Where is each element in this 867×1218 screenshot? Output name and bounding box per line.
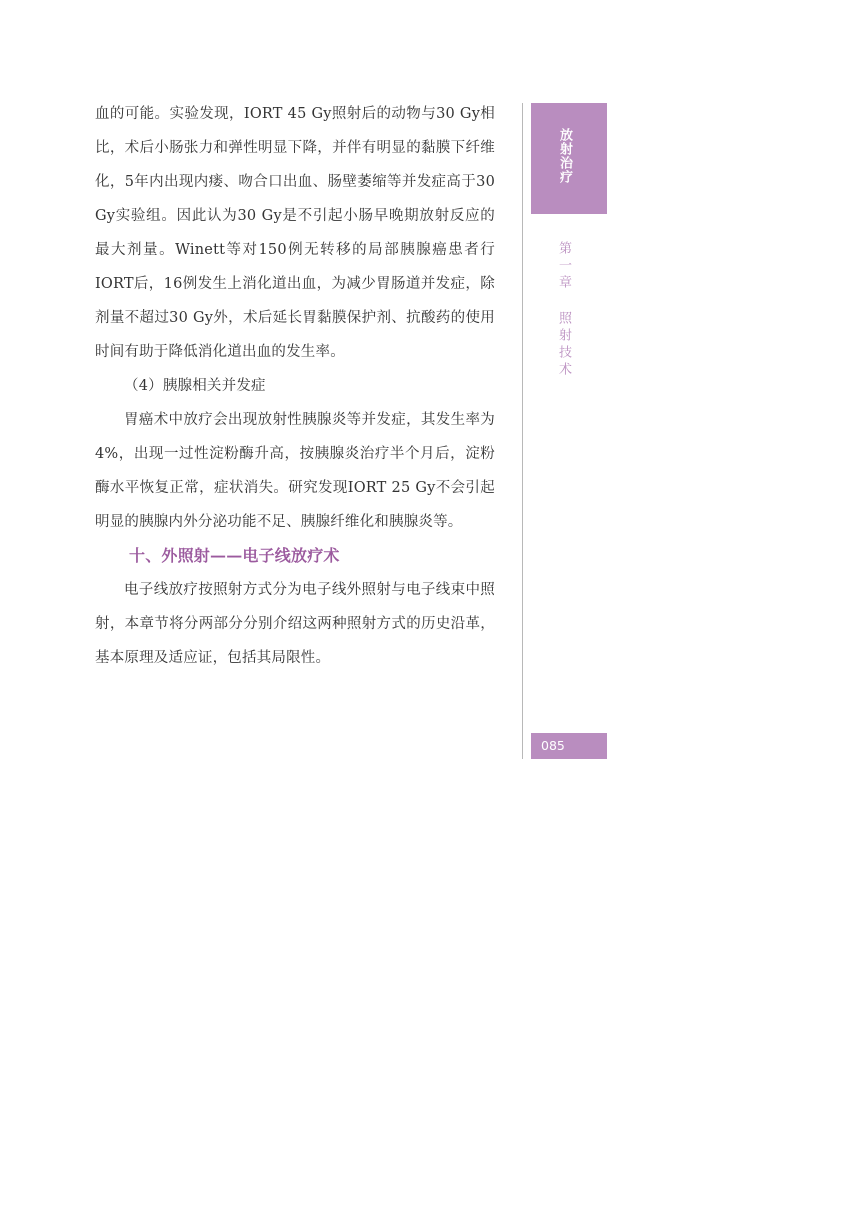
column-divider bbox=[522, 103, 523, 759]
paragraph: 血的可能。实验发现，IORT 45 Gy照射后的动物与30 Gy相比，术后小肠张力和弹性明显下降，并伴有明显的黏膜下纤维化，5年内出现内瘘、吻合口出血、肠壁萎缩等并发症高于30 Gy实验组。因此认为30 Gy是不引起小肠早晚期放射反应的最大剂量。Winett等对150例无转移的局部胰腺癌患者行IORT后，16例发生上消化道出血，为减少胃肠道并发症，除剂量不超过30 Gy外，术后延长胃黏膜保护剂、抗酸药的使用时间有助于降低消化道出血的发生率。 bbox=[95, 106, 495, 360]
paragraph: 胃癌术中放疗会出现放射性胰腺炎等并发症，其发生率为4%，出现一过性淀粉酶升高，按胰腺炎治疗半个月后，淀粉酶水平恢复正常，症状消失。研究发现IORT 25 Gy不会引起明显的胰腺内外分泌功能不足、胰腺纤维化和胰腺炎等。 bbox=[95, 412, 495, 530]
book-tab-label: 放射治疗 bbox=[557, 128, 572, 184]
section-heading: 十、外照射——电子线放疗术 bbox=[129, 546, 340, 565]
page-number: 085 bbox=[541, 738, 565, 753]
paragraph: 电子线放疗按照射方式分为电子线外照射与电子线束中照射，本章节将分两部分分别介绍这两种照射方式的历史沿革，基本原理及适应证，包括其局限性。 bbox=[95, 582, 495, 666]
subsection-heading: （4）胰腺相关并发症 bbox=[124, 378, 266, 394]
body-text bbox=[95, 97, 495, 675]
chapter-label: 第一章 照射技术 bbox=[556, 241, 571, 379]
